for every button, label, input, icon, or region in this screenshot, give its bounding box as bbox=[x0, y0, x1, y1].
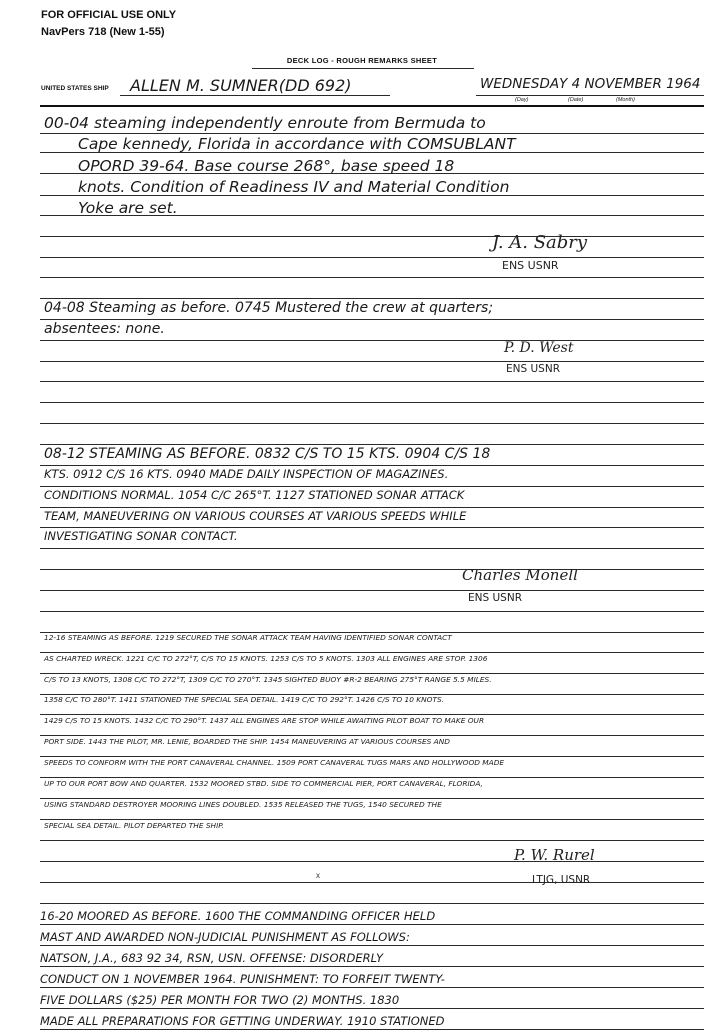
officer-rank: LTJG, USNR bbox=[532, 874, 591, 886]
log-line: SPECIAL SEA DETAIL. PILOT DEPARTED THE SHIP. bbox=[44, 821, 225, 830]
sheet-title: DECK LOG - ROUGH REMARKS SHEET bbox=[286, 56, 438, 65]
officer-signature: P. W. Rurel bbox=[514, 846, 595, 864]
log-line: INVESTIGATING SONAR CONTACT. bbox=[44, 529, 238, 543]
officer-signature: Charles Monell bbox=[462, 566, 578, 584]
form-number: NavPers 718 (New 1-55) bbox=[41, 26, 165, 38]
ship-name: ALLEN M. SUMNER(DD 692) bbox=[130, 76, 352, 95]
log-line: CONDUCT ON 1 NOVEMBER 1964. PUNISHMENT: TO FORFEIT TWENTY- bbox=[40, 972, 445, 986]
month-caption: (Month) bbox=[616, 97, 635, 103]
margin-mark: x bbox=[316, 871, 320, 880]
log-line: MAST AND AWARDED NON-JUDICIAL PUNISHMENT AS FOLLOWS: bbox=[40, 930, 410, 944]
date-caption: (Date) bbox=[568, 97, 584, 103]
log-line: FIVE DOLLARS ($25) PER MONTH FOR TWO (2) MONTHS. 1830 bbox=[40, 993, 400, 1007]
day-caption: (Day) bbox=[515, 97, 529, 103]
log-line: 1429 C/S TO 15 KNOTS. 1432 C/C TO 290°T. 1437 ALL ENGINES ARE STOP WHILE AWAITING PILOT BOAT TO MAKE OUR bbox=[44, 716, 485, 725]
officer-rank: ENS USNR bbox=[468, 592, 522, 604]
ship-name-line bbox=[120, 95, 390, 96]
log-line: AS CHARTED WRECK. 1221 C/C TO 272°T, C/S TO 15 KNOTS. 1253 C/S TO 5 KNOTS. 1303 ALL ENGINES ARE STOP. 1306 bbox=[44, 654, 488, 663]
log-line: 12-16 STEAMING AS BEFORE. 1219 SECURED THE SONAR ATTACK TEAM HAVING IDENTIFIED SONAR CONTACT bbox=[44, 633, 452, 642]
log-line: 16-20 MOORED AS BEFORE. 1600 THE COMMANDING OFFICER HELD bbox=[40, 909, 436, 923]
log-line: Cape kennedy, Florida in accordance with COMSUBLANT bbox=[78, 135, 516, 153]
officer-signature: J. A. Sabry bbox=[492, 232, 588, 253]
log-line: 00-04 steaming independently enroute from Bermuda to bbox=[44, 114, 486, 132]
log-line: OPORD 39-64. Base course 268°, base speed 18 bbox=[78, 157, 455, 175]
log-line: absentees: none. bbox=[44, 321, 165, 337]
log-date: WEDNESDAY 4 NOVEMBER 1964 bbox=[480, 76, 701, 92]
title-underline bbox=[252, 68, 474, 69]
classification-label: FOR OFFICIAL USE ONLY bbox=[41, 9, 177, 21]
log-line: 1358 C/C TO 280°T. 1411 STATIONED THE SPECIAL SEA DETAIL. 1419 C/C TO 292°T. 1426 C/S TO 10 KNOTS. bbox=[44, 695, 445, 704]
header-rule bbox=[40, 105, 704, 107]
log-line: C/S TO 13 KNOTS, 1308 C/C TO 272°T, 1309 C/C TO 270°T. 1345 SIGHTED BUOY #R-2 BEARING 275°T RANGE 5.5 MILES. bbox=[44, 675, 492, 684]
officer-rank: ENS USNR bbox=[502, 259, 559, 272]
log-line: PORT SIDE. 1443 THE PILOT, MR. LENIE, BOARDED THE SHIP. 1454 MANEUVERING AT VARIOUS COURSES AND bbox=[44, 737, 450, 746]
log-line: UP TO OUR PORT BOW AND QUARTER. 1532 MOORED STBD. SIDE TO COMMERCIAL PIER, PORT CANAVERAL, FLORIDA, bbox=[44, 779, 483, 788]
log-line: knots. Condition of Readiness IV and Material Condition bbox=[78, 178, 510, 196]
log-line: SPEEDS TO CONFORM WITH THE PORT CANAVERAL CHANNEL. 1509 PORT CANAVERAL TUGS MARS AND HOLLYWOOD MADE bbox=[44, 758, 505, 767]
log-line: CONDITIONS NORMAL. 1054 C/C 265°T. 1127 STATIONED SONAR ATTACK bbox=[44, 488, 465, 502]
officer-signature: P. D. West bbox=[504, 340, 574, 356]
date-line bbox=[476, 95, 704, 96]
officer-rank: ENS USNR bbox=[506, 363, 560, 375]
log-line: KTS. 0912 C/S 16 KTS. 0940 MADE DAILY INSPECTION OF MAGAZINES. bbox=[44, 467, 449, 481]
log-line: 08-12 STEAMING AS BEFORE. 0832 C/S TO 15 KTS. 0904 C/S 18 bbox=[44, 446, 491, 462]
ship-label: UNITED STATES SHIP bbox=[41, 85, 109, 92]
log-line: MADE ALL PREPARATIONS FOR GETTING UNDERWAY. 1910 STATIONED bbox=[40, 1014, 445, 1028]
log-line: NATSON, J.A., 683 92 34, RSN, USN. OFFENSE: DISORDERLY bbox=[40, 951, 383, 965]
log-line: USING STANDARD DESTROYER MOORING LINES DOUBLED. 1535 RELEASED THE TUGS, 1540 SECURED THE bbox=[44, 800, 442, 809]
log-line: TEAM, MANEUVERING ON VARIOUS COURSES AT VARIOUS SPEEDS WHILE bbox=[44, 509, 467, 523]
log-line: 04-08 Steaming as before. 0745 Mustered the crew at quarters; bbox=[44, 300, 494, 316]
log-line: Yoke are set. bbox=[78, 199, 178, 217]
